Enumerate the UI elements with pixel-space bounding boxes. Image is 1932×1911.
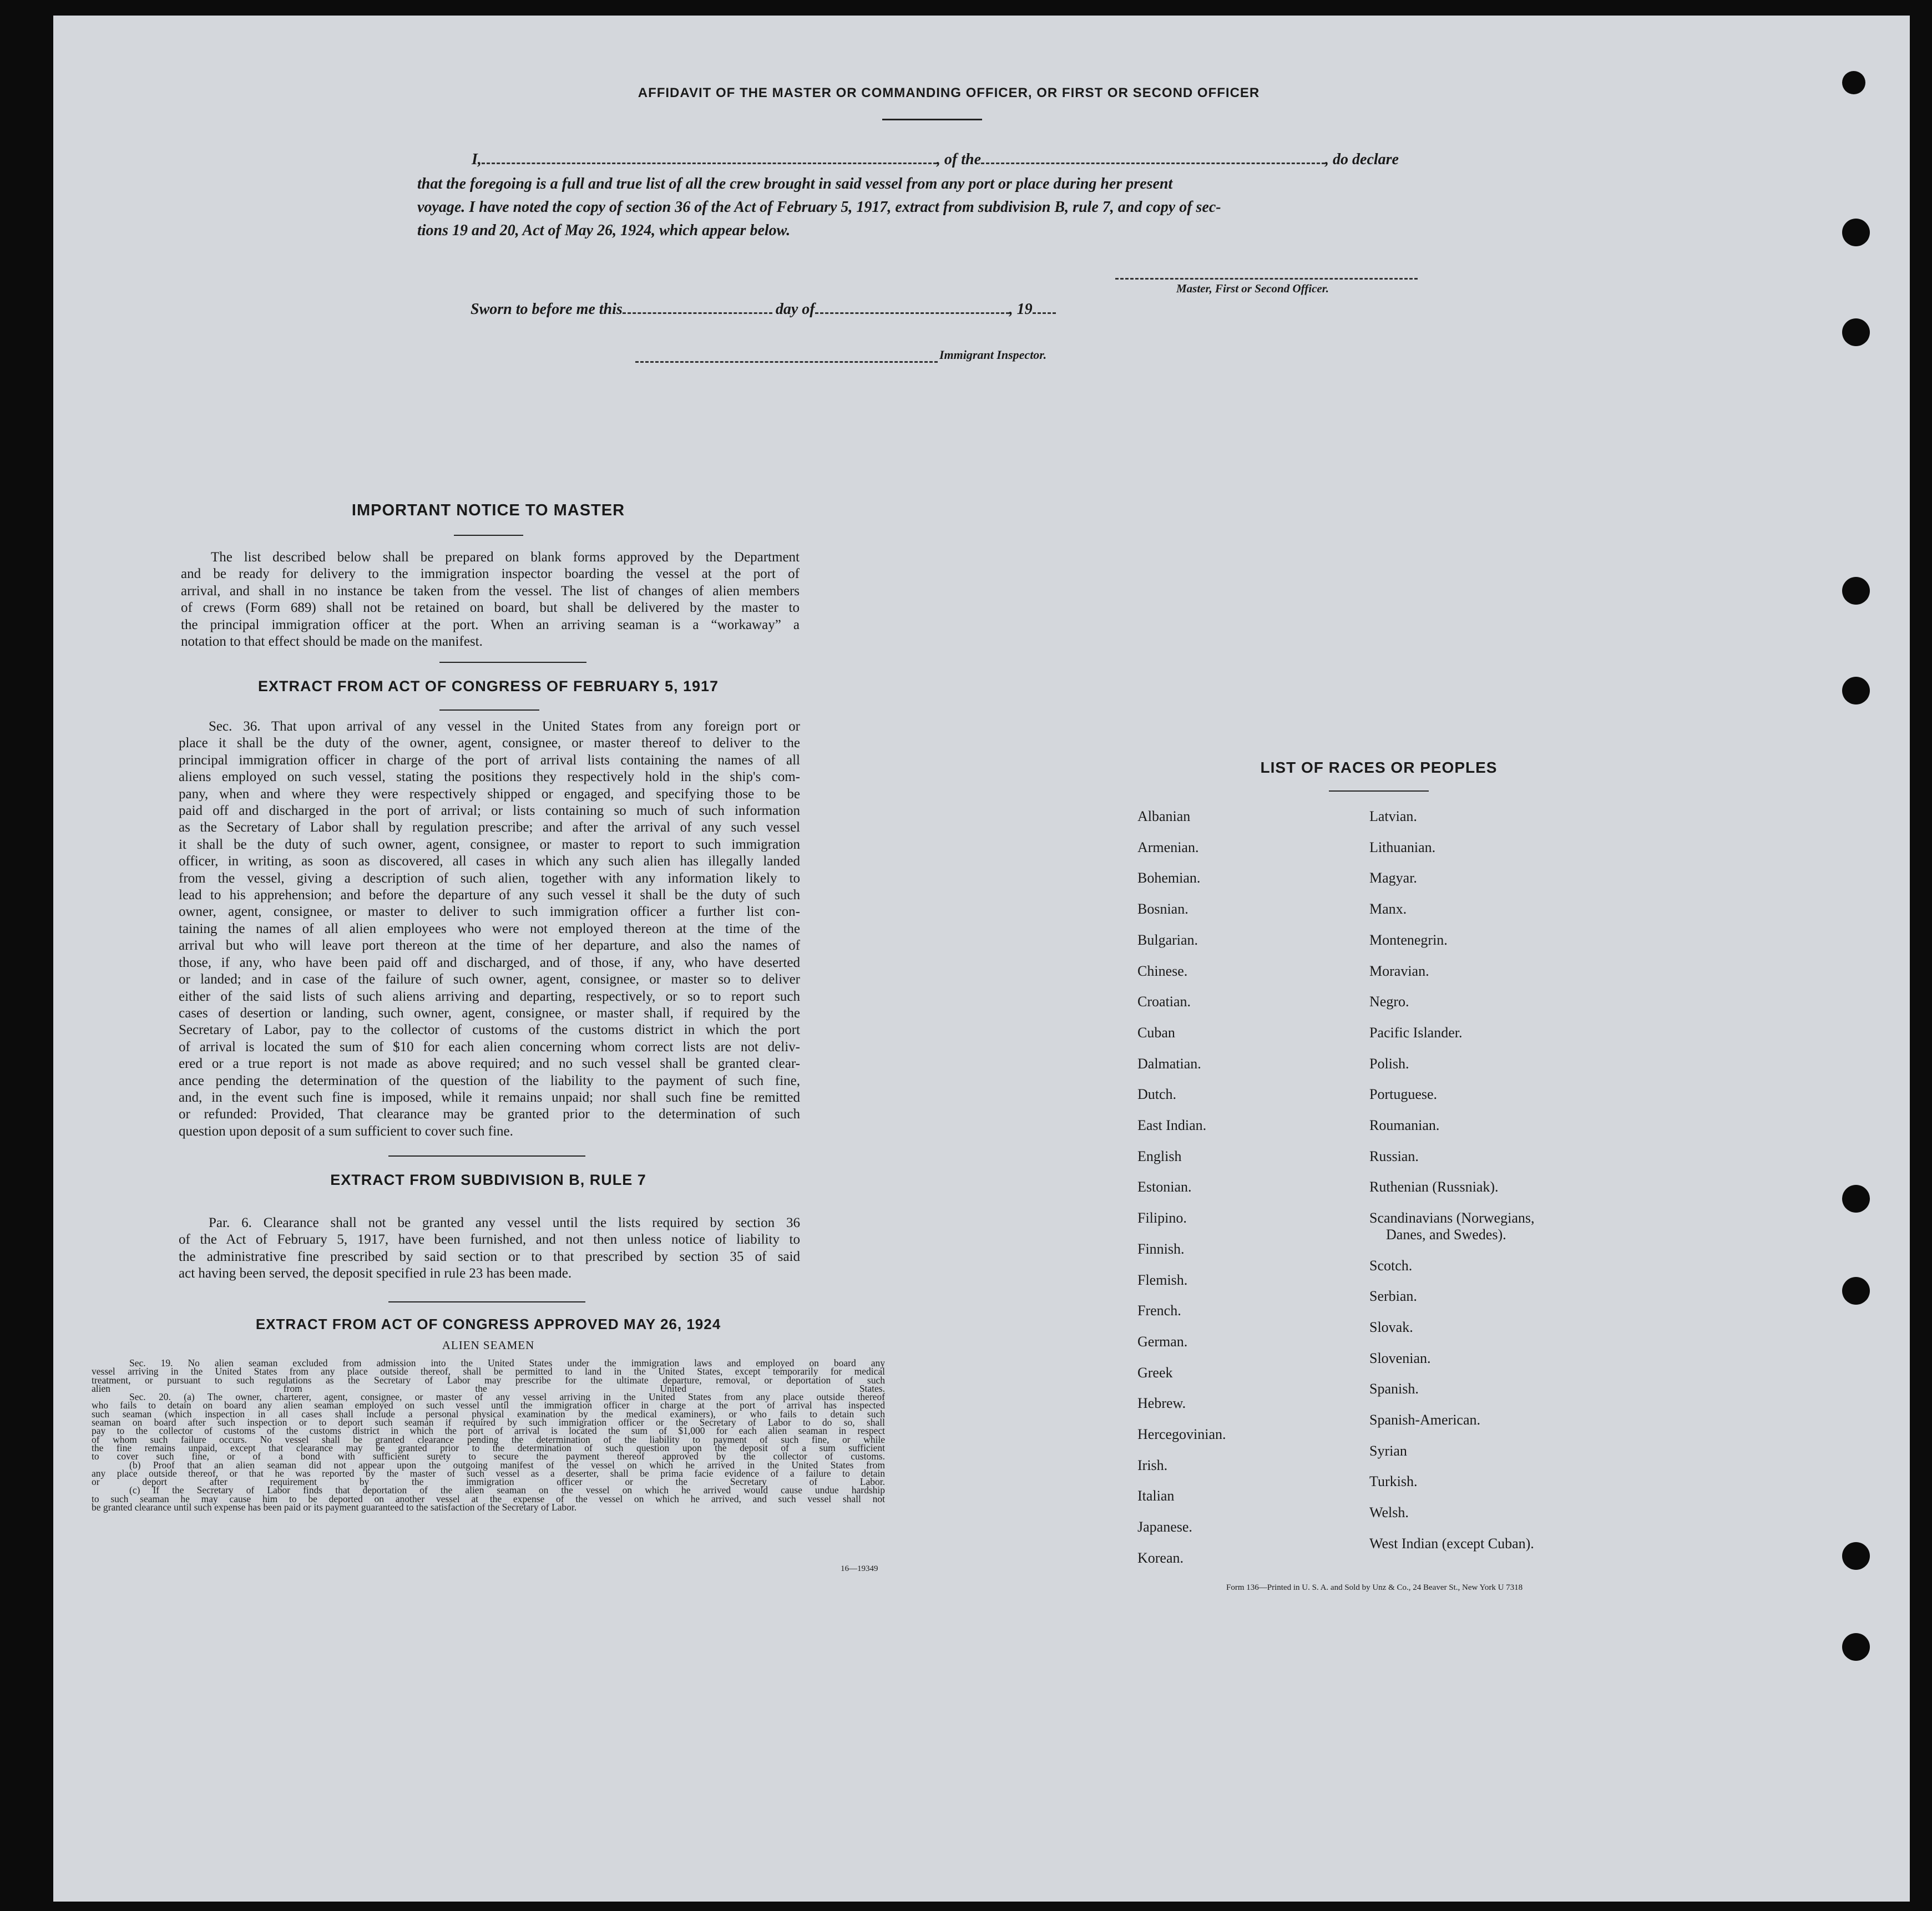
extract-1924-body [92,1359,885,1512]
race-item: Turkish. [1369,1473,1418,1490]
text-line: who fails to detain on board any alien seaman employed on such vessel until the immigration officer in charge at the port of arrival has inspected [92,1400,885,1411]
race-item: Russian. [1369,1148,1419,1164]
text-line: paid off and discharged in the port of arrival; or lists containing so much of such information [179,803,800,819]
text-line: seaman on board after such inspection or to deport such seaman if required by such immigration officer or the Secretary of Labor to do so, shall [92,1417,885,1428]
sworn-line [471,301,1056,318]
text-line: principal immigration officer in charge of the port of arrival lists containing the names of all [179,752,800,768]
race-item: Hebrew. [1137,1395,1186,1412]
race-item: Serbian. [1369,1288,1417,1305]
text-line: of arrival is located the sum of $10 for each alien concerning whom correct lists are not deliv- [179,1039,800,1055]
race-item: Armenian. [1137,839,1199,855]
extract-1924-title: EXTRACT FROM ACT OF CONGRESS APPROVED MAY 26, 1924 [255,1316,721,1332]
text-line: to such seaman he may cause him to be deported on another vessel at the expense of the vessel on which he arrived, and such vessel shall not [92,1493,885,1504]
vessel-field[interactable] [981,162,1325,164]
binder-hole [1842,1185,1870,1213]
text-line: notation to that effect should be made on the manifest. [181,634,483,650]
race-item: Slovenian. [1369,1350,1431,1366]
text-line: Sec. 36. That upon arrival of any vessel in the United States from any foreign port or [209,719,800,734]
text-line: officer, in writing, as soon as discovered, all cases in which any such alien has illegally landed [179,854,800,869]
race-item: West Indian (except Cuban). [1369,1535,1534,1552]
text-line: or refunded: Provided, That clearance may be granted prior to the determination of such [179,1107,800,1122]
race-item: Greek [1137,1364,1173,1381]
do-declare-label: , do declare [1325,151,1399,168]
race-item: French. [1137,1302,1181,1319]
form-code: 16—19349 [841,1564,878,1573]
text-line: Sec. 19. No alien seaman excluded from admission into the United States under the immigration laws and employed on board any [129,1357,885,1368]
binder-hole [1842,219,1870,246]
extract-1917-title: EXTRACT FROM ACT OF CONGRESS OF FEBRUARY 5, 1917 [257,678,719,695]
race-item: Bulgarian. [1137,931,1198,948]
rule7-divider [388,1301,585,1302]
race-item: Cuban [1137,1024,1175,1041]
name-field[interactable] [482,162,937,164]
extract-1917-body [179,718,800,1140]
sworn-label: Sworn to before me this [471,301,623,318]
race-item: Finnish. [1137,1240,1185,1257]
race-item: Japanese. [1137,1519,1192,1535]
race-item: Filipino. [1137,1210,1187,1226]
text-line: from the vessel, giving a description of such alien, together with any information likely to [179,870,800,886]
text-line: to cover such fine, or of a bond with sufficient surety to secure the payment thereof approved by the collector of customs. [92,1451,885,1462]
races-rule [1329,790,1429,792]
text-line: Secretary of Labor, pay to the collector of customs of the customs district in which the port [179,1022,800,1038]
notice-title: IMPORTANT NOTICE TO MASTER [351,501,625,519]
text-line: Par. 6. Clearance shall not be granted any vessel until the lists required by section 36 [209,1215,800,1230]
text-line: place it shall be the duty of the owner, agent, consignee, or master thereof to deliver to the [179,736,800,751]
affidavit-text-2: voyage. I have noted the copy of section 36 of the Act of February 5, 1917, extract from subdivision B, rule 7, and copy of sec- [417,199,1221,216]
race-item: Polish. [1369,1055,1409,1072]
text-line: taining the names of all alien employees who were not employed thereon at the time of the [179,921,800,936]
race-item: Lithuanian. [1369,839,1436,855]
text-line: Sec. 20. (a) The owner, charterer, agent, consignee, or master of any vessel arriving in the United States from any place outside thereof [129,1391,885,1403]
race-item: Negro. [1369,993,1409,1010]
race-item: Slovak. [1369,1319,1413,1335]
sworn-year-field[interactable] [1033,312,1056,314]
text-line: or deport after requirement by the immigration officer or the Secretary of Labor. [92,1476,885,1488]
text-line: and, in the event such fine is imposed, while it remains unpaid; nor shall such fine be remitted [179,1089,800,1105]
binder-hole [1842,1277,1870,1305]
race-item: Hercegovinian. [1137,1426,1226,1442]
text-line: vessel arriving in the United States from any place outside thereof, shall be permitted to land in the United States, except temporarily for medical [92,1366,885,1377]
extract-1924-subtitle: ALIEN SEAMEN [442,1339,535,1352]
inspector-label: Immigrant Inspector. [939,348,1047,362]
text-line: owner, agent, consignee, or master to deliver to such immigration officer a further list con- [179,904,800,920]
i-label: I, [472,151,482,168]
race-item: Latvian. [1369,808,1417,824]
text-line: act having been served, the deposit specified in rule 23 has been made. [179,1266,572,1281]
text-line: such seaman (which inspection in all cases shall include a personal physical examination by the medical examiners), or who fails to detain such [92,1408,885,1420]
text-line: alien from the United States. [92,1382,885,1394]
extract-1917-divider [388,1155,585,1157]
of-the-label: , of the [936,151,982,168]
binder-hole [1842,577,1870,605]
race-item: Spanish. [1369,1381,1419,1397]
binder-hole [1842,677,1870,704]
text-line: cases of desertion or landing, such owner, agent, consignee, or master shall, if required by the [179,1005,800,1021]
rule7-title: EXTRACT FROM SUBDIVISION B, RULE 7 [330,1172,646,1188]
race-item: Bohemian. [1137,870,1201,886]
race-item: Albanian [1137,808,1191,824]
text-line: arrival but who will leave port thereon at the time of her departure, and also the names of [179,938,800,954]
sworn-day-field[interactable] [623,312,772,314]
race-item: Scandinavians (Norwegians, [1369,1210,1535,1226]
sworn-month-field[interactable] [815,312,1009,314]
notice-divider [439,662,586,663]
text-line: arrival, and shall in no instance be taken from the vessel. The list of changes of alien members [181,583,800,599]
text-line: as the Secretary of Labor shall by regulation prescribe; and after the arrival of any such vessel [179,820,800,835]
year-label: , 19 [1009,301,1033,318]
race-item: German. [1137,1333,1188,1350]
text-line: any place outside thereof, or that he was reported by the master of such vessel as a deserter, shall be prima facie evidence of a failure to detain [92,1467,885,1479]
race-item: Scotch. [1369,1257,1413,1274]
race-item: Croatian. [1137,993,1191,1010]
binder-hole [1842,71,1865,94]
text-line: it shall be the duty of such owner, agent, consignee, or master to report to such immigration [179,837,800,852]
text-line: ance pending the determination of the question of the liability to the payment of such fine, [179,1073,800,1088]
inspector-signature-field[interactable] [635,361,938,363]
text-line: pay to the collector of customs of the customs district in which the port of arrival is located the sum of $1,000 for each alien seaman in respect [92,1425,885,1437]
text-line: question upon deposit of a sum sufficient to cover such fine. [179,1123,513,1139]
race-item: Bosnian. [1137,901,1188,918]
text-line: either of the said lists of such aliens arriving and departing, respectively, or so to report such [179,989,800,1004]
race-item: Korean. [1137,1549,1184,1566]
race-item: Portuguese. [1369,1086,1438,1103]
race-item: Welsh. [1369,1504,1409,1521]
race-item: English [1137,1148,1182,1164]
master-signature-label: Master, First or Second Officer. [1176,282,1329,295]
text-line: lead to his apprehension; and before the departure of any such vessel it shall be the duty of such [179,888,800,903]
text-line: The list described below shall be prepared on blank forms approved by the Department [211,550,800,565]
extract-1917-rule [439,709,539,711]
text-line: (c) If the Secretary of Labor finds that deportation of the alien seaman on the vessel on which he arrived would cause undue hardship [129,1484,885,1496]
text-line: (b) Proof that an alien seaman did not appear upon the outgoing manifest of the vessel on which he arrived in the United States from [129,1459,885,1471]
race-item: Flemish. [1137,1271,1188,1288]
form-footer: Form 136—Printed in U. S. A. and Sold by Unz & Co., 24 Beaver St., New York U 7318 [1226,1583,1523,1592]
text-line: those, if any, who have been paid off and discharged, and of those, if any, who have deserted [179,955,800,970]
master-signature-field[interactable] [1115,277,1418,280]
affidavit-title: AFFIDAVIT OF THE MASTER OR COMMANDING OFFICER, OR FIRST OR SECOND OFFICER [638,85,1260,100]
race-item: Moravian. [1369,962,1429,979]
text-line: ered or a true report is not made as above required; and no such vessel shall be granted clear- [179,1056,800,1072]
race-item: Manx. [1369,901,1407,918]
race-item: Magyar. [1369,870,1417,886]
affidavit-declaration-line [472,151,1448,169]
rule7-body [179,1215,800,1283]
text-line: pany, when and where they were respectively shipped or engaged, and specifying those to be [179,786,800,802]
race-item: Irish. [1137,1457,1168,1473]
race-item: Dalmatian. [1137,1055,1201,1072]
text-line: of the Act of February 5, 1917, have been furnished, and not then unless notice of liability to [179,1232,800,1248]
race-item: Dutch. [1137,1086,1177,1103]
text-line: or landed; and in case of the failure of such owner, agent, consignee, or master so to deliver [179,972,800,987]
text-line: the fine remains unpaid, except that clearance may be granted prior to the determination of such question upon the deposit of a sum sufficient [92,1442,885,1453]
day-of-label: day of [775,301,815,318]
race-item: Italian [1137,1488,1175,1504]
text-line: and be ready for delivery to the immigration inspector boarding the vessel at the port of [181,566,800,582]
race-item: Syrian [1369,1442,1407,1459]
text-line: aliens employed on such vessel, stating the positions they respectively hold in the ship's com- [179,769,800,785]
affidavit-text-3: tions 19 and 20, Act of May 26, 1924, which appear below. [417,222,791,239]
race-item: Chinese. [1137,962,1188,979]
text-line: the principal immigration officer at the port. When an arriving seaman is a “workaway” a [181,617,800,632]
race-item: Montenegrin. [1369,931,1448,948]
text-line: of whom such failure occurs. No vessel shall be granted clearance pending the determination of the liability to payment of such fine, or while [92,1433,885,1445]
race-item: Ruthenian (Russniak). [1369,1179,1499,1195]
text-line: be granted clearance until such expense has been paid or its payment guaranteed to the satisfaction of the Secretary of Labor. [92,1502,577,1513]
race-item: East Indian. [1137,1117,1207,1133]
binder-hole [1842,1633,1870,1661]
race-item: Pacific Islander. [1369,1024,1463,1041]
race-item: Danes, and Swedes). [1386,1226,1506,1243]
binder-hole [1842,1542,1870,1570]
text-line: the administrative fine prescribed by said section or to that prescribed by section 35 of said [179,1249,800,1264]
notice-rule [454,535,523,536]
race-item: Spanish-American. [1369,1412,1481,1428]
binder-hole [1842,318,1870,346]
affidavit-text-1: that the foregoing is a full and true list of all the crew brought in said vessel from any port or place during her present [417,175,1173,192]
race-item: Estonian. [1137,1179,1192,1195]
title-rule [882,119,982,120]
notice-body [181,549,800,650]
text-line: of crews (Form 689) shall not be retained on board, but shall be delivered by the master to [181,600,800,616]
text-line: treatment, or pursuant to such regulations as the Secretary of Labor may prescribe for the ultimate departure, removal, or deportation of such [92,1374,885,1386]
race-item: Roumanian. [1369,1117,1440,1133]
races-title: LIST OF RACES OR PEOPLES [1260,759,1498,776]
